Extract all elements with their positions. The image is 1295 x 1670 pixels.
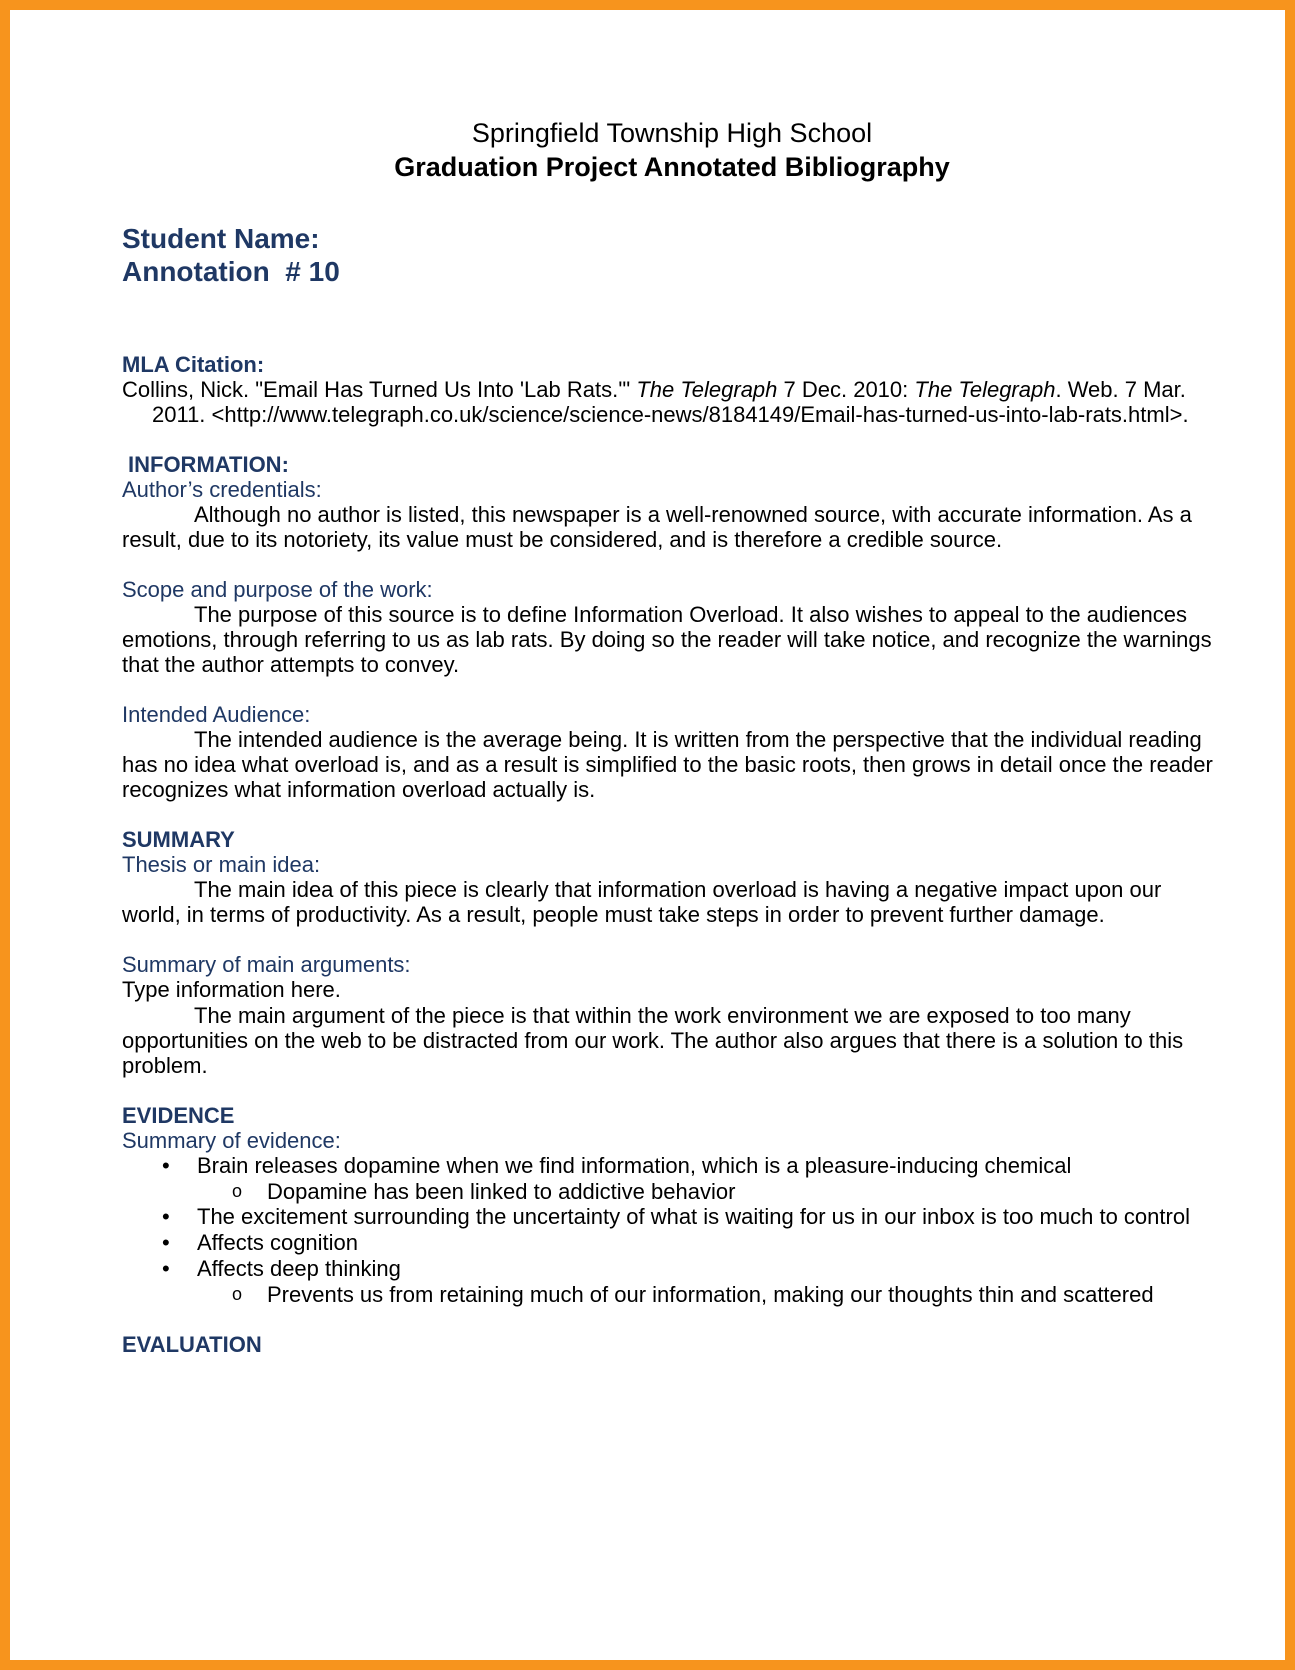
- school-name: Springfield Township High School: [471, 118, 873, 148]
- mla-citation-heading: MLA Citation:: [122, 352, 265, 377]
- credentials-text: Although no author is listed, this newspaper is a well-renowned source, with accurate information. As a result, due to its notoriety, its value must be considered, and is therefore a credible source.: [122, 502, 1192, 552]
- arguments-text: The main argument of the piece is that within the work environment we are exposed to too many opportunities on the web to be distracted from our work. The author also argues that there is a solution to this problem.: [122, 1003, 1184, 1078]
- document-page: [10, 10, 1285, 1660]
- information-heading: INFORMATION:: [128, 452, 289, 477]
- list-item: [122, 1204, 1222, 1230]
- list-item-text: Affects deep thinking: [197, 1256, 401, 1281]
- list-item-text: Brain releases dopamine when we find information, which is a pleasure-inducing chemical: [197, 1153, 1072, 1178]
- student-name-label: Student Name:: [122, 223, 320, 254]
- evidence-heading: EVIDENCE: [122, 1103, 235, 1128]
- arguments-label: Summary of main arguments:: [122, 952, 411, 977]
- bullet-icon: •: [162, 1230, 170, 1255]
- citation-part-1: Collins, Nick. "Email Has Turned Us Into 'Lab Rats.'": [122, 377, 637, 402]
- sub-list-item: [122, 1282, 1222, 1307]
- circle-bullet-icon: o: [232, 1181, 243, 1201]
- circle-bullet-icon: o: [232, 1284, 243, 1304]
- bullet-icon: •: [162, 1256, 170, 1281]
- citation-source-1: The Telegraph: [636, 377, 778, 402]
- annotation-number: Annotation # 10: [122, 256, 340, 287]
- sub-list-item-text: Prevents us from retaining much of our information, making our thoughts thin and scattered: [267, 1282, 1154, 1307]
- sub-list: [197, 1282, 1222, 1307]
- placeholder-text: Type information here.: [122, 977, 341, 1002]
- thesis-label: Thesis or main idea:: [122, 852, 321, 877]
- sub-list-item-text: Dopamine has been linked to addictive behavior: [267, 1179, 736, 1204]
- thesis-text: The main idea of this piece is clearly that information overload is having a negative impact upon our world, in terms of productivity. As a result, people must take steps in order to prevent further damage.: [122, 877, 1162, 927]
- list-item: [122, 1256, 1222, 1307]
- credentials-label: Author’s credentials:: [122, 477, 322, 502]
- evidence-list: [122, 1153, 1222, 1307]
- list-item-text: Affects cognition: [197, 1230, 359, 1255]
- sub-list-item: [122, 1179, 1222, 1204]
- bullet-icon: •: [162, 1204, 170, 1229]
- evidence-label: Summary of evidence:: [122, 1128, 341, 1153]
- document-header: [122, 116, 1222, 184]
- mla-citation: [122, 377, 1222, 427]
- document-title: Graduation Project Annotated Bibliography: [394, 152, 950, 182]
- audience-text: The intended audience is the average being. It is written from the perspective that the individual reading has no idea what overload is, and as a result is simplified to the basic roots, then grows in detail once the reader recognizes what information overload actually is.: [122, 727, 1213, 802]
- student-block: [122, 222, 1222, 288]
- scope-text: The purpose of this source is to define Information Overload. It also wishes to appeal to the audiences emotions, through referring to us as lab rats. By doing so the reader will take notice, and recognize the warnings that the author attempts to convey.: [122, 602, 1212, 677]
- list-item-text: The excitement surrounding the uncertainty of what is waiting for us in our inbox is too much to control: [197, 1204, 1190, 1229]
- scope-label: Scope and purpose of the work:: [122, 577, 433, 602]
- sub-list: [197, 1179, 1222, 1204]
- document-content: [122, 116, 1222, 1357]
- audience-label: Intended Audience:: [122, 702, 311, 727]
- bullet-icon: •: [162, 1153, 170, 1178]
- list-item: [122, 1230, 1222, 1256]
- summary-heading: SUMMARY: [122, 827, 235, 852]
- evaluation-heading: EVALUATION: [122, 1332, 262, 1357]
- citation-part-2: 7 Dec. 2010:: [777, 377, 915, 402]
- citation-part-3: . Web. 7 Mar. 2011. <http://www.telegraph.co.uk/science/science-news/8184149/Email-has-turned-us-into-lab-rats.html>.: [152, 377, 1189, 427]
- list-item: [122, 1153, 1222, 1204]
- citation-source-2: The Telegraph: [914, 377, 1056, 402]
